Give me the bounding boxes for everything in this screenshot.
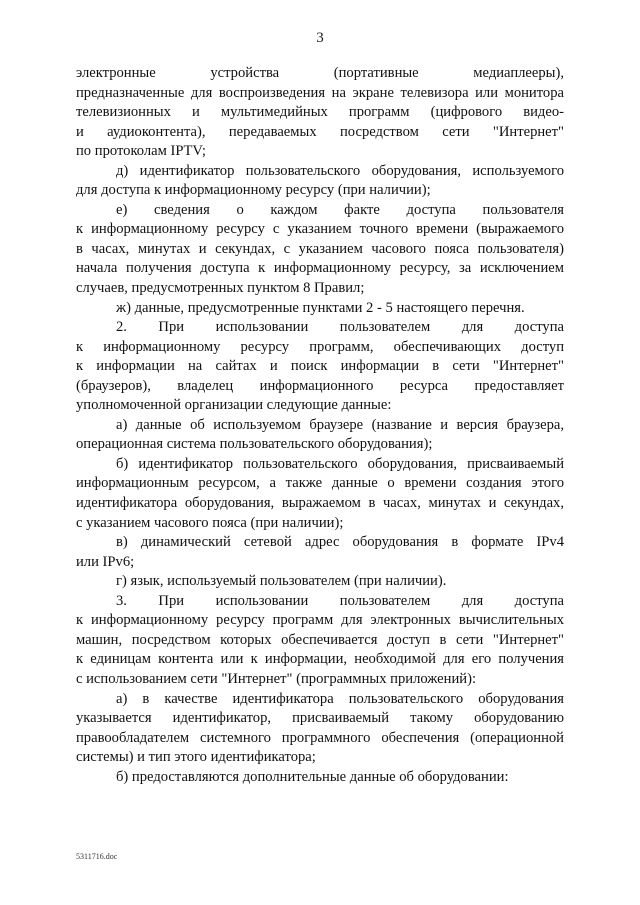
text-line: 3. При использовании пользователем для доступа — [116, 592, 564, 609]
paragraph — [76, 318, 564, 416]
text-line: 2. При использовании пользователем для доступа — [116, 319, 564, 336]
document-footer: 5311716.doc — [76, 852, 118, 861]
text-line: (браузеров), владелец информационного ресурса предоставляет — [76, 377, 564, 394]
text-line: д) идентификатор пользовательского оборудования, используемого — [116, 162, 564, 179]
text-line: или IPv6; — [76, 553, 135, 570]
text-line: б) предоставляются дополнительные данные об оборудовании: — [116, 768, 509, 785]
paragraph — [76, 690, 564, 768]
text-line: с использованием сети "Интернет" (программных приложений): — [76, 670, 476, 687]
text-line: к единицам контента или к информации, необходимой для его получения — [76, 651, 564, 668]
text-line: машин, посредством которых обеспечивается доступ в сети "Интернет" — [76, 631, 564, 648]
text-line: телевизионных и мультимедийных программ (цифрового видео- — [76, 104, 564, 121]
paragraph — [76, 572, 564, 592]
paragraph — [76, 416, 564, 455]
text-line: а) в качестве идентификатора пользовательского оборудования — [116, 690, 564, 707]
text-line: для доступа к информационному ресурсу (при наличии); — [76, 182, 431, 199]
text-line: начала получения доступа к информационному ресурсу, за исключением — [76, 260, 564, 277]
document-body — [76, 64, 564, 787]
text-line: в часах, минутах и секундах, с указанием часового пояса пользователя) — [76, 240, 564, 257]
text-line: к информации на сайтах и поиск информации в сети "Интернет" — [76, 358, 564, 375]
text-line: указывается идентификатор, присваиваемый такому оборудованию — [76, 710, 564, 727]
paragraph — [76, 299, 564, 319]
text-line: б) идентификатор пользовательского оборудования, присваиваемый — [116, 455, 564, 472]
text-line: предназначенные для воспроизведения на экране телевизора или монитора — [76, 84, 564, 101]
text-line: идентификатора оборудования, выражаемом в часах, минутах и секундах, — [76, 495, 564, 512]
paragraph — [76, 64, 564, 162]
paragraph — [76, 162, 564, 201]
text-line: правообладателем системного программного обеспечения (операционной — [76, 729, 564, 746]
paragraph — [76, 533, 564, 572]
text-line: а) данные об используемом браузере (название и версия браузера, — [116, 416, 564, 433]
text-line: случаев, предусмотренных пунктом 8 Правил; — [76, 280, 365, 297]
paragraph — [76, 201, 564, 299]
text-line: системы) и тип этого идентификатора; — [76, 749, 316, 766]
paragraph — [76, 768, 564, 788]
text-line: в) динамический сетевой адрес оборудования в формате IPv4 — [116, 534, 564, 551]
text-line: и аудиоконтента), передаваемых посредством сети "Интернет" — [76, 123, 564, 140]
text-line: г) язык, используемый пользователем (при наличии). — [116, 573, 447, 590]
paragraph — [76, 592, 564, 690]
text-line: ж) данные, предусмотренные пунктами 2 - 5 настоящего перечня. — [116, 299, 525, 316]
text-line: операционная система пользовательского оборудования); — [76, 436, 433, 453]
text-line: информационным ресурсом, а также данные о времени создания этого — [76, 475, 564, 492]
text-line: к информационному ресурсу программ, обеспечивающих доступ — [76, 338, 564, 355]
page-number: 3 — [316, 30, 324, 46]
paragraph — [76, 455, 564, 533]
text-line: с указанием часового пояса (при наличии); — [76, 514, 344, 531]
text-line: уполномоченной организации следующие данные: — [76, 397, 392, 414]
text-line: электронные устройства (портативные медиаплееры), — [76, 65, 564, 81]
text-line: к информационному ресурсу с указанием точного времени (выражаемого — [76, 221, 564, 238]
text-line: по протоколам IPTV; — [76, 143, 206, 160]
text-line: е) сведения о каждом факте доступа пользователя — [116, 201, 564, 218]
text-line: к информационному ресурсу программ для электронных вычислительных — [76, 612, 564, 629]
